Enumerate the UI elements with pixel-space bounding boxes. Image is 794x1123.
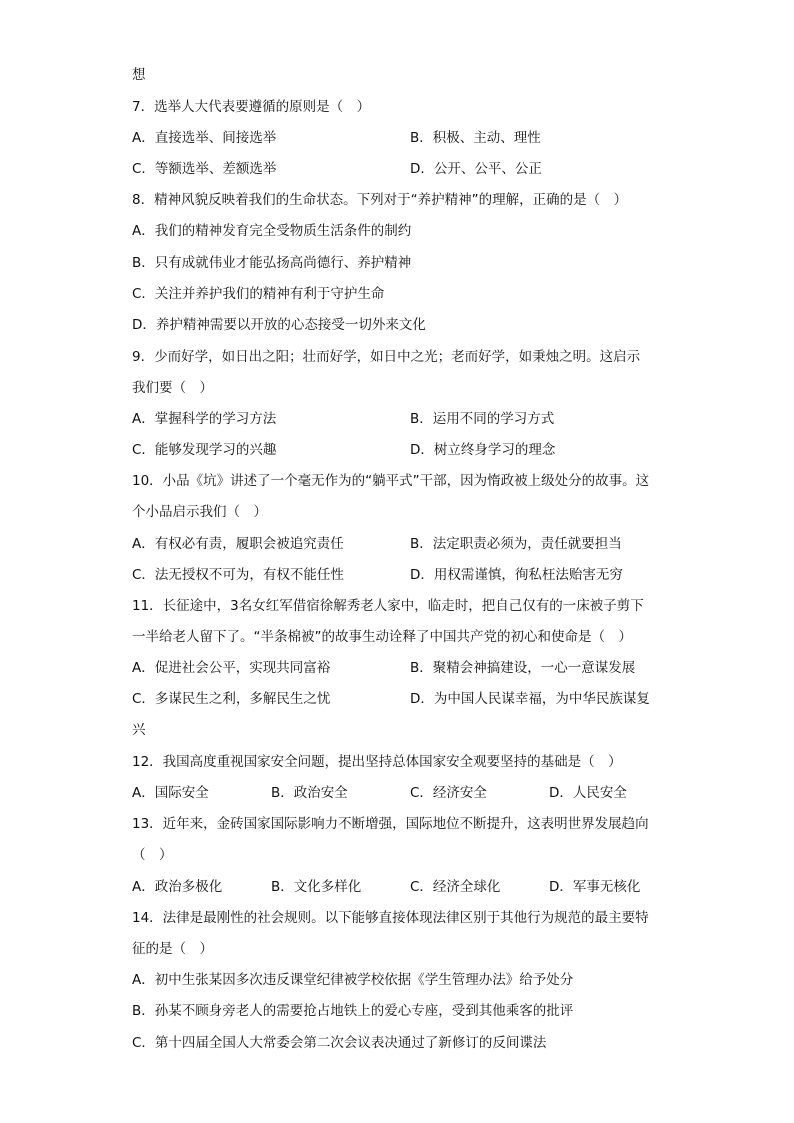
question-9-option-a: A．掌握科学的学习方法 [132,411,277,427]
question-10-option-a: A．有权必有责，履职会被追究责任 [132,536,344,552]
question-12-stem: 12．我国高度重视国家安全问题，提出坚持总体国家安全观要坚持的基础是（ ） [132,754,622,770]
question-11-option-a: A．促进社会公平，实现共同富裕 [132,660,331,676]
question-13-option-d: D．军事无核化 [549,879,641,895]
question-14-option-a: A．初中生张某因多次违反课堂纪律被学校依据《学生管理办法》给予处分 [132,972,574,988]
question-7-option-a: A．直接选举、间接选举 [132,130,277,146]
question-14-option-c: C．第十四届全国人大常委会第二次会议表决通过了新修订的反间谍法 [132,1035,547,1051]
question-9-stem-line-1: 9．少而好学，如日出之阳；壮而好学，如日中之光；老而好学，如秉烛之明。这启示 [132,349,641,365]
question-12-option-b: B．政治安全 [271,785,348,801]
question-9-option-c: C．能够发现学习的兴趣 [132,442,277,458]
question-11-option-d: D．为中国人民谋幸福，为中华民族谋复 [410,691,650,707]
question-11-stem-line-2: 一半给老人留下了。“半条棉被”的故事生动诠释了中国共产党的初心和使命是（ ） [132,629,632,645]
question-9-option-b: B．运用不同的学习方式 [410,411,555,427]
question-7-option-b: B．积极、主动、理性 [410,130,541,146]
question-8-option-d: D．养护精神需要以开放的心态接受一切外来文化 [132,317,426,333]
question-8-stem: 8．精神风貌反映着我们的生命状态。下列对于“养护精神”的理解，正确的是（ ） [132,192,628,208]
question-14-stem-line-2: 征的是（ ） [132,941,213,957]
question-14-option-b: B．孙某不顾身旁老人的需要抢占地铁上的爱心专座，受到其他乘客的批评 [132,1003,574,1019]
question-10-stem-line-2: 个小品启示我们（ ） [132,504,267,520]
question-11-option-d-wrap: 兴 [132,722,146,738]
question-8-option-b: B．只有成就伟业才能弘扬高尚德行、养护精神 [132,255,412,271]
question-12-option-c: C．经济安全 [410,785,487,801]
question-11-stem-line-1: 11．长征途中，3名女红军借宿徐解秀老人家中，临走时，把自己仅有的一床被子剪下 [132,598,644,614]
question-10-option-d: D．用权需谨慎，徇私枉法贻害无穷 [410,567,623,583]
question-7-stem: 7．选举人大代表要遵循的原则是（ ） [132,99,371,115]
question-10-stem-line-1: 10．小品《坑》讲述了一个毫无作为的“躺平式”干部，因为惰政被上级处分的故事。这 [132,473,650,489]
question-12-option-d: D．人民安全 [549,785,627,801]
question-11-option-c: C．多谋民生之利，多解民生之忧 [132,691,331,707]
question-10-option-c: C．法无授权不可为，有权不能任性 [132,567,344,583]
question-7-option-c: C．等额选举、差额选举 [132,161,277,177]
question-8-option-a: A．我们的精神发育完全受物质生活条件的制约 [132,223,412,239]
continuation-text: 想 [132,67,146,83]
question-7-option-d: D．公开、公平、公正 [410,161,542,177]
question-10-option-b: B．法定职责必须为，责任就要担当 [410,536,622,552]
question-13-option-a: A．政治多极化 [132,879,223,895]
question-13-option-c: C．经济全球化 [410,879,501,895]
question-9-option-d: D．树立终身学习的理念 [410,442,556,458]
question-11-option-b: B．聚精会神搞建设，一心一意谋发展 [410,660,636,676]
question-12-option-a: A．国际安全 [132,785,209,801]
question-8-option-c: C．关注并养护我们的精神有利于守护生命 [132,286,385,302]
question-9-stem-line-2: 我们要（ ） [132,380,213,396]
question-13-stem-line-1: 13．近年来，金砖国家国际影响力不断增强，国际地位不断提升，这表明世界发展趋向 [132,816,649,832]
question-13-stem-line-2: （ ） [132,847,173,863]
question-14-stem-line-1: 14．法律是最刚性的社会规则。以下能够直接体现法律区别于其他行为规范的最主要特 [132,910,649,926]
question-13-option-b: B．文化多样化 [271,879,362,895]
